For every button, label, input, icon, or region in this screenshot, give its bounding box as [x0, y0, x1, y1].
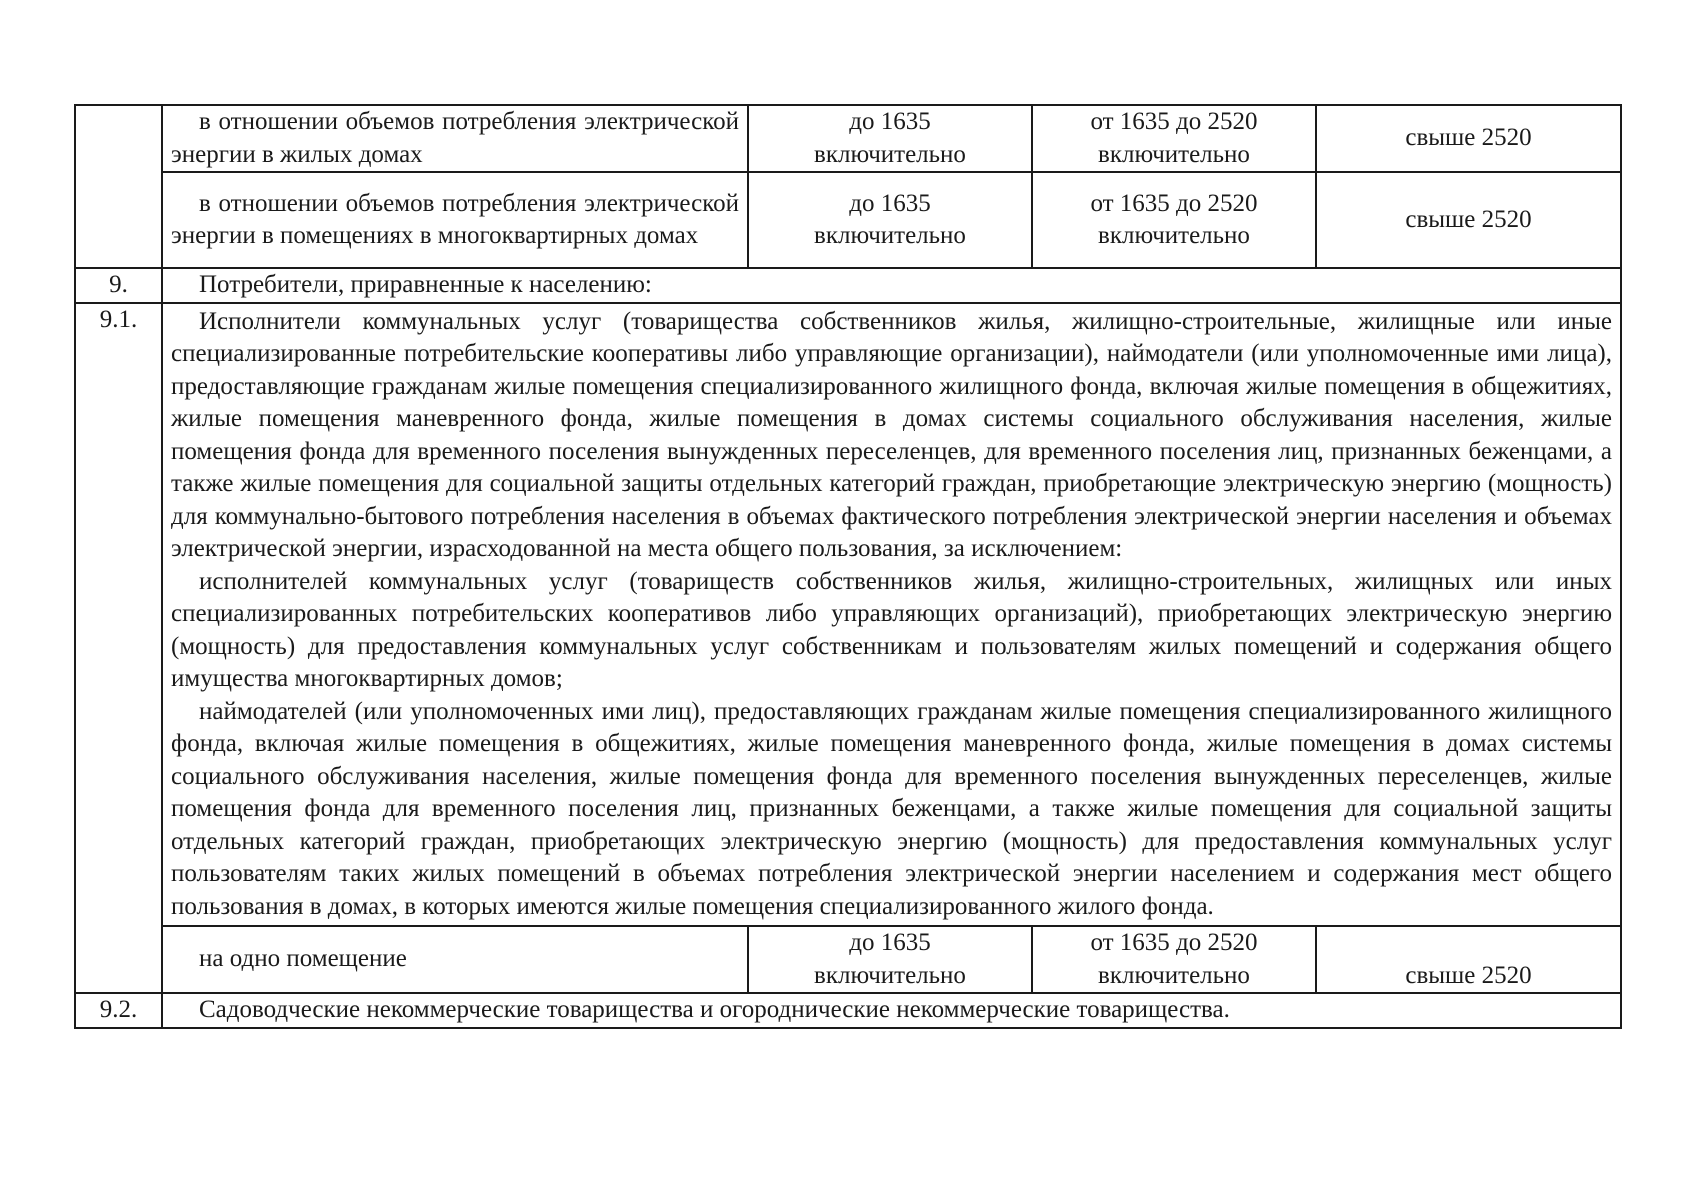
table-row [75, 926, 1621, 993]
row-description [162, 926, 748, 993]
section-title-text: Потребители, приравненные к населению: [199, 271, 652, 298]
row-description [162, 105, 748, 172]
range-mid-value: от 1635 до 2520 [1090, 108, 1258, 135]
range-low-cell [748, 105, 1032, 172]
range-mid-qualifier: включительно [1098, 140, 1250, 168]
paragraph-exception-1: исполнителей коммунальных услуг (товариществ собственников жилья, жилищно-строительных, жилищных или иных специализированных потребительских кооперативов либо управляющих организаций), приобретающих электрическую энергию (мощность) для предоставления коммунальных услуг собственникам и пользователям жилых помещений и содержания общего имущества многоквартирных домов; [171, 567, 1612, 692]
range-mid-qualifier: включительно [1098, 961, 1250, 989]
range-low-value: до 1635 [849, 108, 931, 135]
range-high-value: свыше 2520 [1405, 205, 1532, 233]
section-number: 9.2. [75, 993, 162, 1028]
row-number-empty [75, 105, 162, 268]
range-high-cell [1316, 105, 1621, 172]
range-low-value: до 1635 [849, 929, 931, 956]
range-mid-cell [1032, 105, 1316, 172]
section-title-text: Садоводческие некоммерческие товарищества и огороднические некоммерческие товарищества. [199, 996, 1230, 1023]
row-description [162, 172, 748, 268]
range-high-cell [1316, 926, 1621, 993]
table-row [75, 105, 1621, 172]
range-low-cell [748, 172, 1032, 268]
tariff-table [74, 104, 1622, 1029]
table-row [75, 993, 1621, 1028]
description-text: в отношении объемов потребления электрической энергии в помещениях в многоквартирных домах [171, 189, 739, 249]
section-number: 9. [75, 268, 162, 303]
range-low-qualifier: включительно [814, 222, 966, 249]
table-row [75, 268, 1621, 303]
range-low-qualifier: включительно [814, 140, 966, 168]
section-title [162, 993, 1621, 1028]
range-mid-value: от 1635 до 2520 [1090, 189, 1258, 217]
description-text: на одно помещение [199, 945, 407, 973]
paragraph-main: Исполнители коммунальных услуг (товарищества собственников жилья, жилищно-строительные, жилищные или иные специализированные потребительские кооперативы либо управляющие организации), наймодатели (или уполномоченные ими лица), предоставляющие гражданам жилые помещения специализированного жилищного фонда, включая жилые помещения в общежитиях, жилые помещения маневренного фонда, жилые помещения в домах системы социального обслуживания населения, жилые помещения фонда для временного поселения вынужденных переселенцев, для временного поселения лиц, признанных беженцами, а также жилые помещения для социальной защиты отдельных категорий граждан, приобретающие электрическую энергию (мощность) для коммунально-бытового потребления населения в объемах фактического потребления электрической энергии населения и объемах электрической энергии, израсходованной на места общего пользования, за исключением: [171, 307, 1612, 562]
range-high-cell [1316, 172, 1621, 268]
range-high-value: свыше 2520 [1405, 124, 1532, 152]
table-row [75, 172, 1621, 268]
range-low-value: до 1635 [849, 189, 931, 217]
range-mid-value: от 1635 до 2520 [1090, 929, 1258, 956]
range-mid-cell [1032, 926, 1316, 993]
range-mid-cell [1032, 172, 1316, 268]
section-title [162, 268, 1621, 303]
paragraph-exception-2: наймодателей (или уполномоченных ими лиц), предоставляющих гражданам жилые помещения специализированного жилищного фонда, включая жилые помещения в общежитиях, жилые помещения маневренного фонда, жилые помещения в домах системы социального обслуживания населения, жилые помещения фонда для временного поселения вынужденных переселенцев, жилые помещения фонда для временного поселения лиц, признанных беженцами, а также жилые помещения для социальной защиты отдельных категорий граждан, приобретающих электрическую энергию (мощность) для предоставления коммунальных услуг пользователям таких жилых помещений в объемах потребления электрической энергии населением и содержания мест общего пользования в домах, в которых имеются жилые помещения специализированного жилого фонда. [171, 697, 1612, 920]
section-number: 9.1. [75, 303, 162, 994]
table-row [75, 303, 1621, 927]
description-text: в отношении объемов потребления электрической энергии в жилых домах [171, 108, 739, 168]
range-mid-qualifier: включительно [1098, 222, 1250, 249]
range-high-value: свыше 2520 [1405, 961, 1532, 989]
range-low-cell [748, 926, 1032, 993]
section-body [162, 303, 1621, 927]
range-low-qualifier: включительно [814, 961, 966, 989]
